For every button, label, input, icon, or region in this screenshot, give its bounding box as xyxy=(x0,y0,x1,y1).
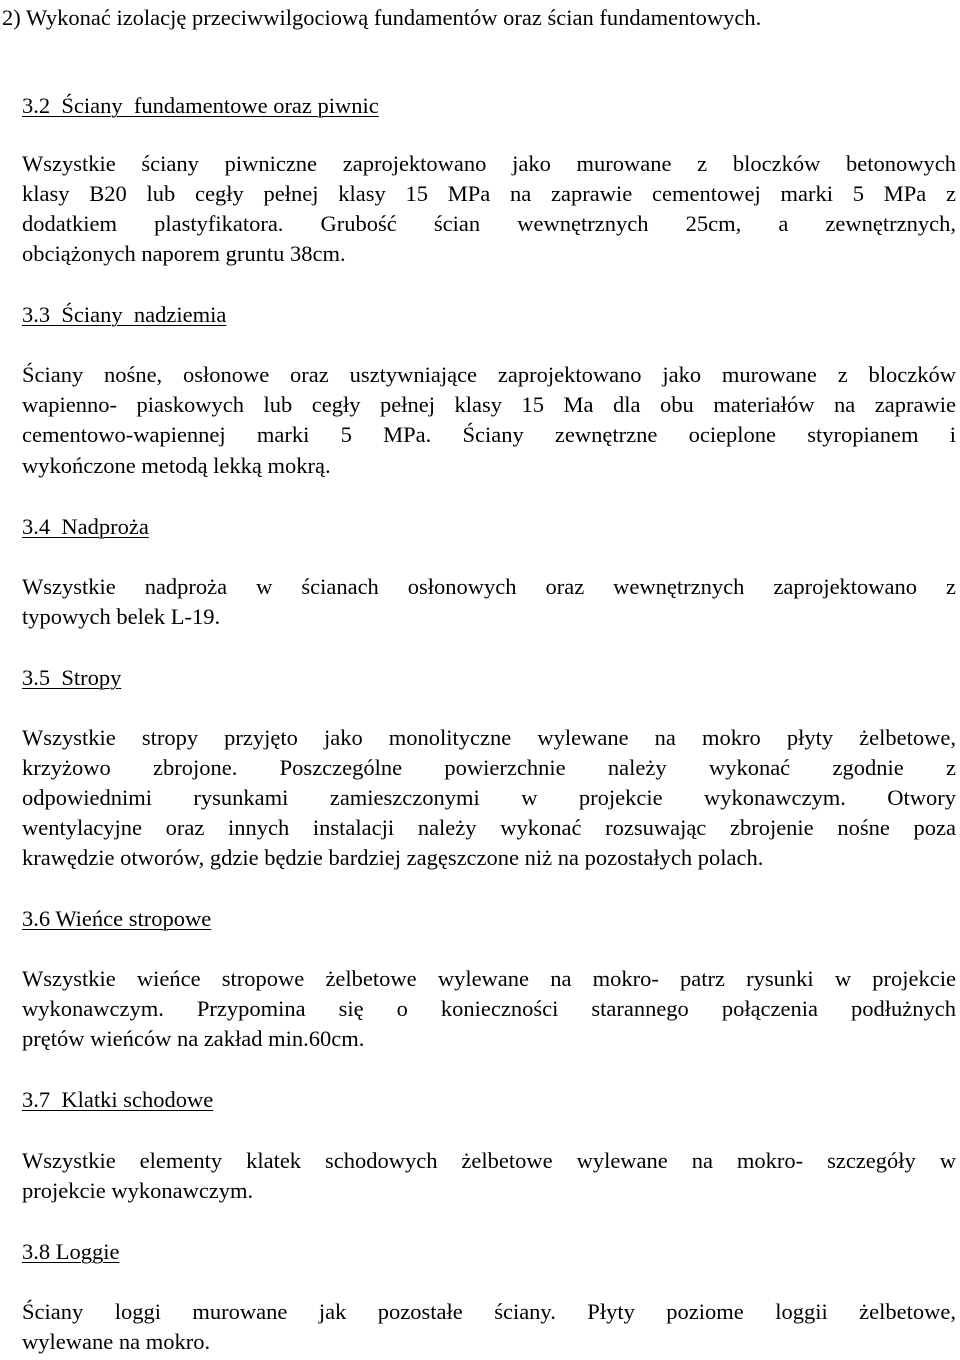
paragraph-line: odpowiednimi rysunkami zamieszczonymi w projekcie wykonawczym. Otwory xyxy=(22,785,956,810)
paragraph-line: obciążonych naporem gruntu 38cm. xyxy=(22,241,346,266)
paragraph-line: wylewane na mokro. xyxy=(22,1329,211,1354)
paragraph-line: klasy B20 lub cegły pełnej klasy 15 MPa na zaprawie cementowej marki 5 MPa z xyxy=(22,181,956,206)
paragraph-line: Ściany nośne, osłonowe oraz usztywniające zaprojektowano jako murowane z bloczków xyxy=(22,362,956,387)
paragraph-line: typowych belek L-19. xyxy=(22,604,221,629)
paragraph-line: projekcie wykonawczym. xyxy=(22,1178,254,1203)
section-heading-3-4: 3.4 Nadproża xyxy=(22,514,149,539)
paragraph-line: dodatkiem plastyfikatora. Grubość ścian wewnętrznych 25cm, a zewnętrznych, xyxy=(22,211,956,236)
section-heading-3-6: 3.6 Wieńce stropowe xyxy=(22,906,212,931)
paragraph-line: Wszystkie ściany piwniczne zaprojektowano jako murowane z bloczków betonowych xyxy=(22,151,956,176)
section-heading-3-7: 3.7 Klatki schodowe xyxy=(22,1087,214,1112)
paragraph-line: wykończone metodą lekką mokrą. xyxy=(22,453,331,478)
section-heading-3-8: 3.8 Loggie xyxy=(22,1239,120,1264)
intro-list-item: 2) Wykonać izolację przeciwwilgociową fundamentów oraz ścian fundamentowych. xyxy=(2,5,762,30)
section-heading-3-3: 3.3 Ściany nadziemia xyxy=(22,302,227,327)
paragraph-line: Wszystkie wieńce stropowe żelbetowe wylewane na mokro- patrz rysunki w projekcie xyxy=(22,966,956,991)
paragraph-line: Wszystkie stropy przyjęto jako monolityczne wylewane na mokro płyty żelbetowe, xyxy=(22,725,956,750)
paragraph-line: krzyżowo zbrojone. Poszczególne powierzchnie należy wykonać zgodnie z xyxy=(22,755,956,780)
paragraph-line: Wszystkie elementy klatek schodowych żelbetowe wylewane na mokro- szczegóły w xyxy=(22,1148,956,1173)
paragraph-line: Wszystkie nadproża w ścianach osłonowych oraz wewnętrznych zaprojektowano z xyxy=(22,574,956,599)
paragraph-line: cementowo-wapiennej marki 5 MPa. Ściany zewnętrzne ocieplone styropianem i xyxy=(22,422,956,447)
paragraph-line: wapienno- piaskowych lub cegły pełnej klasy 15 Ma dla obu materiałów na zaprawie xyxy=(22,392,956,417)
paragraph-line: Ściany loggi murowane jak pozostałe ściany. Płyty poziome loggii żelbetowe, xyxy=(22,1299,956,1324)
paragraph-line: prętów wieńców na zakład min.60cm. xyxy=(22,1026,365,1051)
paragraph-line: wentylacyjne oraz innych instalacji należy wykonać rozsuwając zbrojenie nośne poza xyxy=(22,815,956,840)
section-heading-3-2: 3.2 Ściany fundamentowe oraz piwnic xyxy=(22,93,379,118)
paragraph-line: wykonawczym. Przypomina się o konieczności starannego połączenia podłużnych xyxy=(22,996,956,1021)
section-heading-3-5: 3.5 Stropy xyxy=(22,665,122,690)
paragraph-line: krawędzie otworów, gdzie będzie bardziej zagęszczone niż na pozostałych polach. xyxy=(22,845,764,870)
